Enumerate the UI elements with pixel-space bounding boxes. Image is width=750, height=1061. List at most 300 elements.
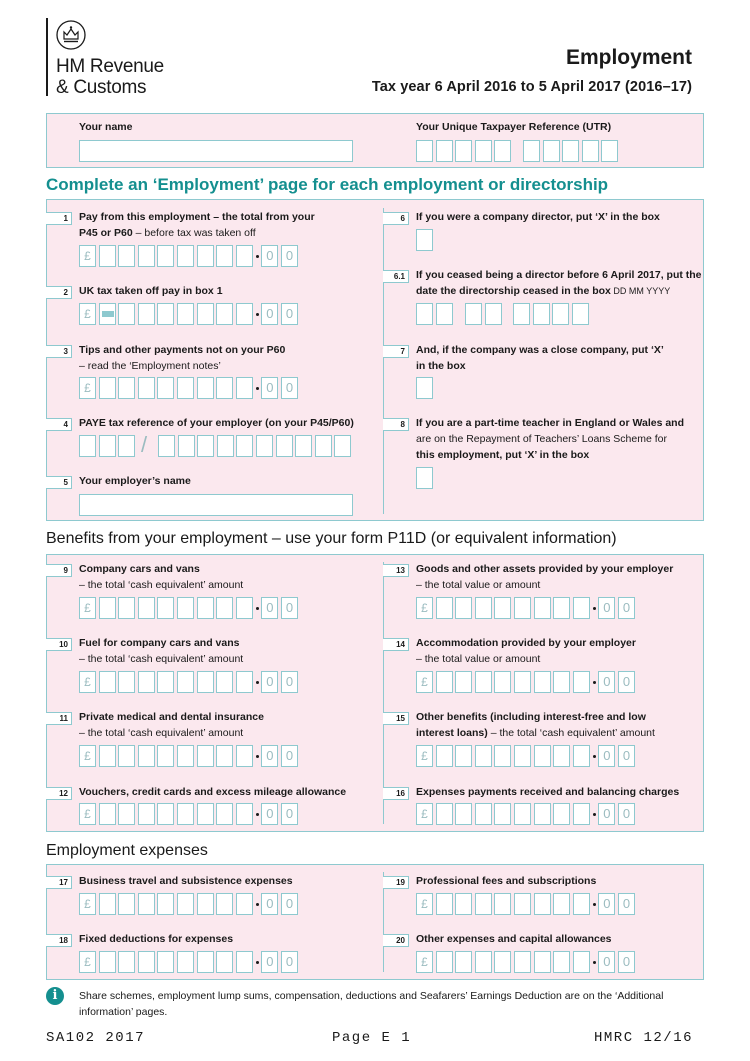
- amount-digit-cell[interactable]: [157, 745, 174, 767]
- date-ceased-cell[interactable]: [533, 303, 550, 325]
- pound-cell: £: [79, 671, 96, 693]
- box-number: 3: [46, 345, 72, 358]
- box-label-line: If you are a part-time teacher in England or Wales and: [416, 417, 685, 429]
- amount-digit-cell[interactable]: [216, 951, 233, 973]
- amount-digit-cell[interactable]: [475, 951, 492, 973]
- utr-label: Your Unique Taxpayer Reference (UTR): [416, 121, 612, 133]
- paye-office-cell[interactable]: [99, 435, 116, 457]
- box-number: 20: [383, 934, 409, 947]
- amount-digit-cell[interactable]: [99, 671, 116, 693]
- paye-office-cell[interactable]: [79, 435, 96, 457]
- amount-digit-cell[interactable]: [534, 671, 551, 693]
- amount-digit-cell[interactable]: [197, 951, 214, 973]
- amount-digit-cell[interactable]: [197, 597, 214, 619]
- pence-cell: 0: [261, 597, 278, 619]
- box-number: 10: [46, 638, 72, 651]
- amount-digit-cell[interactable]: [177, 303, 194, 325]
- box-number: 17: [46, 876, 72, 889]
- amount-digit-cell[interactable]: [455, 951, 472, 973]
- amount-digit-cell[interactable]: [494, 803, 511, 825]
- info-icon: i: [46, 987, 64, 1005]
- amount-digit-cell[interactable]: [99, 893, 116, 915]
- utr-digit-cell[interactable]: [436, 140, 453, 162]
- box-label-line: Other expenses and capital allowances: [416, 933, 612, 945]
- page-title: Employment: [565, 46, 692, 69]
- amount-digit-cell[interactable]: [494, 951, 511, 973]
- pence-cell: 0: [598, 893, 615, 915]
- box-label-line: Vouchers, credit cards and excess mileage allowance: [79, 786, 347, 798]
- paye-reference-cell[interactable]: [334, 435, 351, 457]
- amount-digit-cell[interactable]: [236, 377, 253, 399]
- box-number: 14: [383, 638, 409, 651]
- box-number: 2: [46, 286, 72, 299]
- box-label-line: [416, 358, 664, 374]
- box-label-line: Private medical and dental insurance: [79, 711, 264, 723]
- amount-digit-cell[interactable]: [118, 893, 135, 915]
- amount-digit-cell[interactable]: [99, 803, 116, 825]
- amount-digit-cell[interactable]: [118, 951, 135, 973]
- box-label-line: Other benefits (including interest-free and low: [416, 711, 646, 723]
- amount-digit-cell[interactable]: [216, 671, 233, 693]
- amount-digit-cell[interactable]: [138, 671, 155, 693]
- box-label-line: – the total value or amount: [416, 653, 541, 665]
- paye-reference-cell[interactable]: [256, 435, 273, 457]
- employer-name-field[interactable]: [79, 494, 353, 516]
- pence-cell: 0: [618, 597, 635, 619]
- amount-digit-cell[interactable]: [216, 303, 233, 325]
- pence-cell: 0: [281, 671, 298, 693]
- pound-cell: £: [416, 803, 433, 825]
- box-label-line: are on the Repayment of Teachers’ Loans Scheme for: [416, 433, 667, 445]
- utr-digit-cell[interactable]: [416, 140, 433, 162]
- pound-cell: £: [79, 951, 96, 973]
- amount-digit-cell[interactable]: [197, 803, 214, 825]
- box-label: [416, 784, 679, 800]
- pence-cell: 0: [261, 745, 278, 767]
- amount-digit-cell[interactable]: [157, 803, 174, 825]
- section-benefits-heading: Benefits from your employment – use your form P11D (or equivalent information): [46, 530, 617, 547]
- paye-reference-cell[interactable]: [178, 435, 195, 457]
- box-number: 19: [383, 876, 409, 889]
- box-label-line: Company cars and vans: [79, 563, 200, 575]
- amount-digit-cell[interactable]: [534, 745, 551, 767]
- amount-digit-cell[interactable]: [553, 803, 570, 825]
- amount-digit-cell[interactable]: [177, 597, 194, 619]
- box-label: [79, 873, 293, 889]
- box-label-line: Pay from this employment – the total from your: [79, 211, 315, 223]
- box-label: [79, 784, 346, 800]
- box-label-line: [416, 725, 655, 741]
- royal-crest-icon: [56, 20, 86, 50]
- date-ceased-cell[interactable]: [552, 303, 569, 325]
- box-label-line: [79, 225, 315, 241]
- amount-digit-cell[interactable]: [138, 745, 155, 767]
- amount-digit-cell[interactable]: [177, 245, 194, 267]
- amount-digit-cell[interactable]: [157, 377, 174, 399]
- amount-digit-cell[interactable]: [573, 803, 590, 825]
- box-label: [79, 342, 285, 374]
- amount-digit-cell[interactable]: [236, 303, 253, 325]
- amount-digit-cell[interactable]: [99, 745, 116, 767]
- box-label-bold: P45 or P60: [79, 227, 133, 239]
- amount-digit-cell[interactable]: [216, 377, 233, 399]
- box-label: [416, 635, 636, 667]
- director-checkbox[interactable]: [416, 229, 433, 251]
- amount-digit-cell[interactable]: [436, 671, 453, 693]
- amount-digit-cell[interactable]: [118, 803, 135, 825]
- amount-digit-cell[interactable]: [494, 671, 511, 693]
- amount-digit-cell[interactable]: [514, 745, 531, 767]
- amount-digit-cell[interactable]: [534, 597, 551, 619]
- pence-cell: 0: [281, 893, 298, 915]
- pence-cell: 0: [618, 671, 635, 693]
- box-number: 15: [383, 712, 409, 725]
- amount-digit-cell[interactable]: [197, 745, 214, 767]
- amount-digit-cell[interactable]: [236, 671, 253, 693]
- date-ceased-cell[interactable]: [572, 303, 589, 325]
- box-label-line: Expenses payments received and balancing charges: [416, 786, 680, 798]
- pence-cell: 0: [281, 377, 298, 399]
- amount-digit-cell[interactable]: [216, 893, 233, 915]
- box-label-line: Tips and other payments not on your P60: [79, 344, 286, 356]
- pence-cell: 0: [261, 377, 278, 399]
- box-label: [79, 561, 243, 593]
- amount-digit-cell[interactable]: [436, 745, 453, 767]
- amount-digit-cell[interactable]: [138, 377, 155, 399]
- amount-digit-cell[interactable]: [99, 377, 116, 399]
- amount-digit-cell[interactable]: [157, 303, 174, 325]
- amount-digit-cell[interactable]: [197, 893, 214, 915]
- box-label-bold: interest loans): [416, 727, 488, 739]
- teacher-loan-checkbox[interactable]: [416, 467, 433, 489]
- pound-cell: £: [79, 597, 96, 619]
- amount-digit-cell[interactable]: [236, 245, 253, 267]
- box-label-rest: DD MM YYYY: [610, 286, 671, 296]
- box-number: 9: [46, 564, 72, 577]
- box-label-line: – the total ‘cash equivalent’ amount: [79, 579, 244, 591]
- amount-digit-cell[interactable]: [118, 245, 135, 267]
- box-number: 6.1: [383, 270, 409, 283]
- utr-digit-cell[interactable]: [523, 140, 540, 162]
- amount-digit-cell[interactable]: [157, 597, 174, 619]
- amount-digit-cell[interactable]: [118, 671, 135, 693]
- box-label-line: UK tax taken off pay in box 1: [79, 285, 223, 297]
- utr-digit-cell[interactable]: [601, 140, 618, 162]
- date-ceased-cell[interactable]: [416, 303, 433, 325]
- box-label: [416, 873, 596, 889]
- amount-digit-cell[interactable]: [118, 745, 135, 767]
- pence-cell: 0: [281, 303, 298, 325]
- box-label-line: Professional fees and subscriptions: [416, 875, 597, 887]
- amount-digit-cell[interactable]: [177, 893, 194, 915]
- amount-digit-cell[interactable]: [138, 597, 155, 619]
- amount-digit-cell[interactable]: [236, 803, 253, 825]
- box-label: [79, 415, 354, 431]
- box-label-line: Accommodation provided by your employer: [416, 637, 636, 649]
- amount-digit-cell[interactable]: [494, 597, 511, 619]
- amount-digit-cell[interactable]: [138, 893, 155, 915]
- pence-cell: 0: [261, 671, 278, 693]
- pence-cell: 0: [598, 803, 615, 825]
- amount-digit-cell[interactable]: [494, 745, 511, 767]
- amount-digit-cell[interactable]: [157, 671, 174, 693]
- minus-sign-icon: [102, 311, 114, 317]
- pence-cell: 0: [618, 745, 635, 767]
- pound-cell: £: [416, 671, 433, 693]
- amount-digit-cell[interactable]: [553, 745, 570, 767]
- amount-digit-cell[interactable]: [553, 893, 570, 915]
- box-label-line: Goods and other assets provided by your employer: [416, 563, 674, 575]
- amount-digit-cell[interactable]: [436, 893, 453, 915]
- amount-digit-cell[interactable]: [514, 951, 531, 973]
- paye-reference-cell[interactable]: [295, 435, 312, 457]
- paye-office-cell[interactable]: [118, 435, 135, 457]
- box-label: [416, 209, 660, 225]
- paye-reference-cell[interactable]: [197, 435, 214, 457]
- utr-digit-cell[interactable]: [455, 140, 472, 162]
- pound-cell: £: [79, 377, 96, 399]
- amount-digit-cell[interactable]: [216, 745, 233, 767]
- pence-cell: 0: [261, 893, 278, 915]
- date-ceased-cell[interactable]: [436, 303, 453, 325]
- box-label: [79, 283, 223, 299]
- pence-cell: 0: [281, 803, 298, 825]
- pence-cell: 0: [598, 597, 615, 619]
- utr-digit-cell[interactable]: [562, 140, 579, 162]
- box-number: 4: [46, 418, 72, 431]
- pound-cell: £: [416, 951, 433, 973]
- box-label-line: Fixed deductions for expenses: [79, 933, 234, 945]
- amount-digit-cell[interactable]: [138, 303, 155, 325]
- amount-digit-cell[interactable]: [177, 377, 194, 399]
- amount-digit-cell[interactable]: [236, 745, 253, 767]
- utr-digit-cell[interactable]: [475, 140, 492, 162]
- amount-digit-cell[interactable]: [197, 377, 214, 399]
- info-note: Share schemes, employment lump sums, compensation, deductions and Seafarers’ Earnings Deduction are on the ‘Additional information’ pages.: [79, 990, 664, 1018]
- utr-digit-cell[interactable]: [582, 140, 599, 162]
- box-label-rest: – before tax was taken off: [132, 227, 256, 239]
- amount-digit-cell[interactable]: [573, 893, 590, 915]
- box-label-line: [416, 283, 702, 299]
- amount-digit-cell[interactable]: [177, 951, 194, 973]
- paye-slash: /: [141, 432, 148, 457]
- amount-digit-cell[interactable]: [475, 597, 492, 619]
- date-ceased-cell[interactable]: [485, 303, 502, 325]
- amount-digit-cell[interactable]: [573, 745, 590, 767]
- pound-cell: £: [416, 597, 433, 619]
- org-line-2: & Customs: [56, 77, 147, 98]
- box-label-bold: date the directorship ceased in the box: [416, 285, 611, 297]
- paye-reference-cell[interactable]: [236, 435, 253, 457]
- box-number: 16: [383, 787, 409, 800]
- date-ceased-cell[interactable]: [465, 303, 482, 325]
- amount-digit-cell[interactable]: [475, 671, 492, 693]
- benefits-divider: [383, 562, 384, 824]
- pound-cell: £: [79, 745, 96, 767]
- amount-digit-cell[interactable]: [455, 745, 472, 767]
- amount-digit-cell[interactable]: [436, 951, 453, 973]
- amount-digit-cell[interactable]: [514, 803, 531, 825]
- amount-digit-cell[interactable]: [514, 671, 531, 693]
- close-company-checkbox[interactable]: [416, 377, 433, 399]
- box-number: 7: [383, 345, 409, 358]
- paye-reference-cell[interactable]: [276, 435, 293, 457]
- date-ceased-cell[interactable]: [513, 303, 530, 325]
- footer-revision: HMRC 12/16: [594, 1030, 694, 1046]
- pound-cell: £: [79, 803, 96, 825]
- box-label-line: If you ceased being a director before 6 April 2017, put the: [416, 269, 702, 281]
- amount-digit-cell[interactable]: [99, 951, 116, 973]
- pence-cell: 0: [281, 245, 298, 267]
- amount-digit-cell[interactable]: [534, 951, 551, 973]
- amount-digit-cell[interactable]: [236, 893, 253, 915]
- amount-digit-cell[interactable]: [573, 597, 590, 619]
- box-label-line: If you were a company director, put ‘X’ in the box: [416, 211, 660, 223]
- footer-page-number: Page E 1: [332, 1030, 412, 1046]
- amount-digit-cell[interactable]: [216, 597, 233, 619]
- box-label-line: And, if the company was a close company, put ‘X’: [416, 344, 664, 356]
- pence-cell: 0: [598, 671, 615, 693]
- box-label-rest: – the total ‘cash equivalent’ amount: [487, 727, 655, 739]
- amount-digit-cell[interactable]: [197, 303, 214, 325]
- pence-cell: 0: [261, 951, 278, 973]
- amount-digit-cell[interactable]: [534, 893, 551, 915]
- amount-digit-cell[interactable]: [475, 803, 492, 825]
- name-field[interactable]: [79, 140, 353, 162]
- pound-cell: £: [416, 893, 433, 915]
- pound-cell: £: [79, 893, 96, 915]
- amount-digit-cell[interactable]: [475, 745, 492, 767]
- employment-divider: [383, 208, 384, 514]
- amount-digit-cell[interactable]: [197, 245, 214, 267]
- amount-digit-cell[interactable]: [138, 245, 155, 267]
- amount-digit-cell[interactable]: [436, 597, 453, 619]
- box-label: [416, 267, 702, 299]
- pence-cell: 0: [261, 803, 278, 825]
- box-number: 6: [383, 212, 409, 225]
- amount-digit-cell[interactable]: [99, 597, 116, 619]
- organisation-name: [56, 56, 164, 98]
- box-label-bold: in the box: [416, 360, 466, 372]
- box-label-line: – the total value or amount: [416, 579, 541, 591]
- box-label: [416, 561, 673, 593]
- box-label-line: – the total ‘cash equivalent’ amount: [79, 653, 244, 665]
- pence-cell: 0: [261, 245, 278, 267]
- box-number: 11: [46, 712, 72, 725]
- amount-digit-cell[interactable]: [177, 671, 194, 693]
- amount-digit-cell[interactable]: [99, 245, 116, 267]
- amount-digit-cell[interactable]: [553, 671, 570, 693]
- box-number: 12: [46, 787, 72, 800]
- amount-digit-cell[interactable]: [118, 377, 135, 399]
- pence-cell: 0: [618, 893, 635, 915]
- pound-cell: £: [416, 745, 433, 767]
- section-expenses-heading: Employment expenses: [46, 842, 208, 859]
- amount-digit-cell[interactable]: [138, 803, 155, 825]
- amount-digit-cell[interactable]: [177, 745, 194, 767]
- box-label-line: Business travel and subsistence expenses: [79, 875, 293, 887]
- logo-rule: [46, 18, 48, 96]
- amount-digit-cell[interactable]: [553, 597, 570, 619]
- amount-digit-cell[interactable]: [236, 597, 253, 619]
- amount-digit-cell[interactable]: [216, 803, 233, 825]
- amount-digit-cell[interactable]: [514, 597, 531, 619]
- pence-cell: 0: [598, 951, 615, 973]
- pence-cell: 0: [261, 303, 278, 325]
- amount-digit-cell[interactable]: [475, 893, 492, 915]
- amount-digit-cell[interactable]: [455, 893, 472, 915]
- box-label: [79, 473, 191, 489]
- amount-digit-cell[interactable]: [157, 245, 174, 267]
- amount-digit-cell[interactable]: [514, 893, 531, 915]
- amount-digit-cell[interactable]: [157, 893, 174, 915]
- box-label: [79, 709, 264, 741]
- amount-digit-cell[interactable]: [216, 245, 233, 267]
- tax-year-subtitle: Tax year 6 April 2016 to 5 April 2017 (2016–17): [371, 79, 692, 95]
- amount-digit-cell[interactable]: [177, 803, 194, 825]
- box-label: [79, 931, 233, 947]
- amount-digit-cell[interactable]: [197, 671, 214, 693]
- box-label-line: – read the ‘Employment notes’: [79, 360, 221, 372]
- box-label-line: Your employer’s name: [79, 475, 191, 487]
- box-label: [416, 931, 612, 947]
- box-number: 18: [46, 934, 72, 947]
- utr-digit-cell[interactable]: [543, 140, 560, 162]
- amount-digit-cell[interactable]: [573, 671, 590, 693]
- amount-digit-cell[interactable]: [436, 803, 453, 825]
- box-label-line: PAYE tax reference of your employer (on your P45/P60): [79, 417, 354, 429]
- pence-cell: 0: [281, 745, 298, 767]
- box-number: 1: [46, 212, 72, 225]
- amount-digit-cell[interactable]: [118, 303, 135, 325]
- box-label: [79, 209, 315, 241]
- amount-digit-cell[interactable]: [157, 951, 174, 973]
- pence-cell: 0: [281, 597, 298, 619]
- amount-digit-cell[interactable]: [553, 951, 570, 973]
- paye-reference-cell[interactable]: [217, 435, 234, 457]
- pound-cell: £: [79, 303, 96, 325]
- pound-cell: £: [79, 245, 96, 267]
- paye-reference-cell[interactable]: [315, 435, 332, 457]
- pence-cell: 0: [598, 745, 615, 767]
- amount-digit-cell[interactable]: [455, 803, 472, 825]
- amount-digit-cell[interactable]: [494, 893, 511, 915]
- paye-reference-cell[interactable]: [158, 435, 175, 457]
- amount-digit-cell[interactable]: [573, 951, 590, 973]
- amount-digit-cell[interactable]: [455, 597, 472, 619]
- box-label: [416, 342, 664, 374]
- amount-digit-cell[interactable]: [534, 803, 551, 825]
- utr-digit-cell[interactable]: [494, 140, 511, 162]
- amount-digit-cell[interactable]: [236, 951, 253, 973]
- box-number: 13: [383, 564, 409, 577]
- pence-cell: 0: [618, 951, 635, 973]
- box-label-line: this employment, put ‘X’ in the box: [416, 449, 590, 461]
- pence-cell: 0: [281, 951, 298, 973]
- org-line-1: HM Revenue: [56, 56, 164, 77]
- section-employment-heading: Complete an ‘Employment’ page for each employment or directorship: [46, 175, 609, 194]
- amount-digit-cell[interactable]: [118, 597, 135, 619]
- box-label-line: – the total ‘cash equivalent’ amount: [79, 727, 244, 739]
- amount-digit-cell[interactable]: [455, 671, 472, 693]
- box-label: [416, 415, 684, 463]
- box-number: 8: [383, 418, 409, 431]
- amount-digit-cell[interactable]: [138, 951, 155, 973]
- pence-cell: 0: [618, 803, 635, 825]
- name-label: Your name: [79, 121, 133, 133]
- box-label-line: Fuel for company cars and vans: [79, 637, 240, 649]
- box-number: 5: [46, 476, 72, 489]
